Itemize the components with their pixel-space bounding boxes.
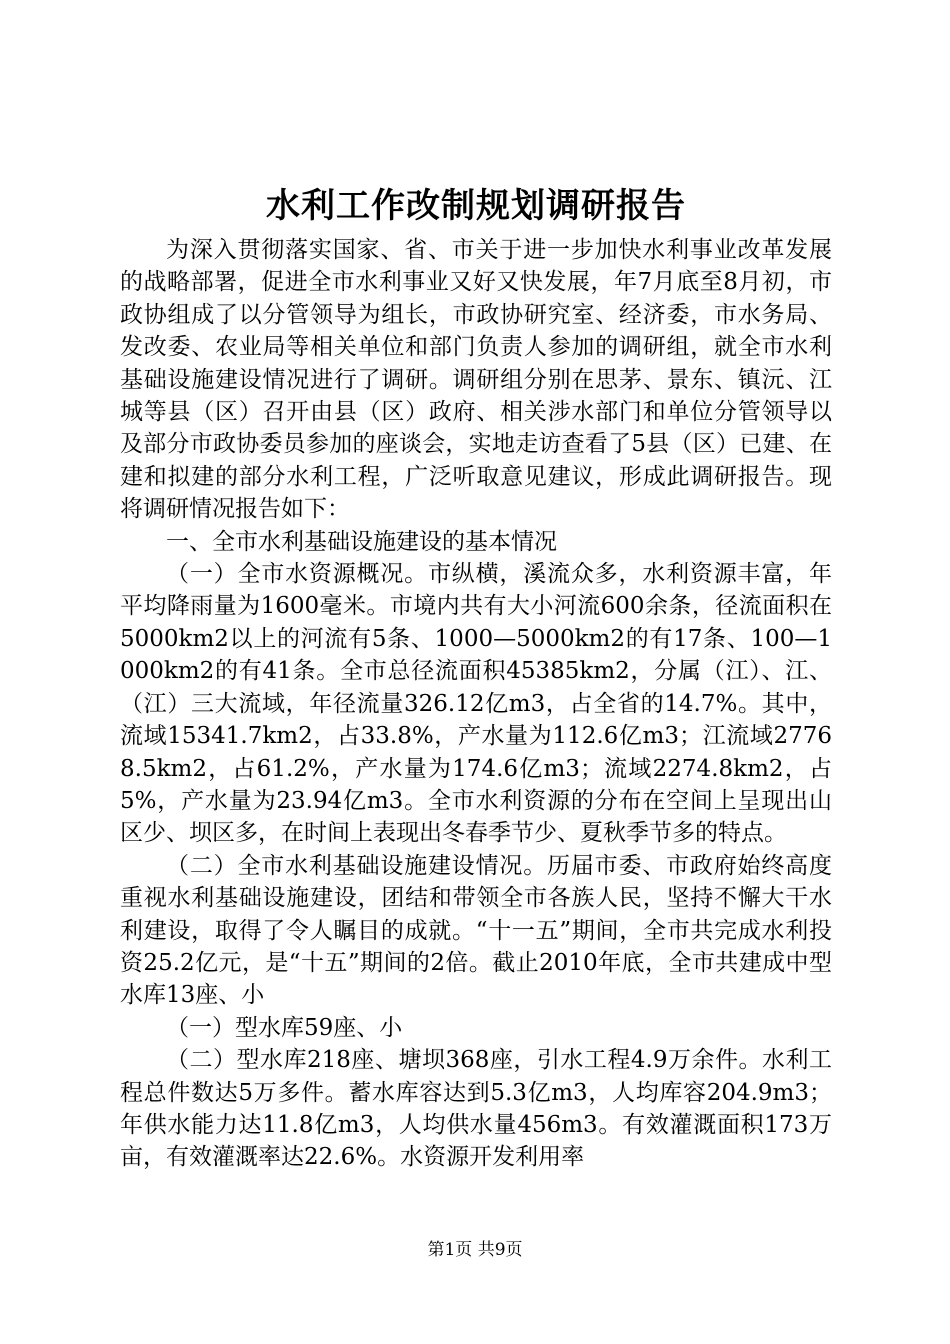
reservoir-line: （一）型水库59座、小 [166,1014,403,1041]
document-title: 水利工作改制规划调研报告 [266,186,686,226]
section-heading: 一、全市水利基础设施建设的基本情况 [166,528,557,555]
document-page [120,180,832,1174]
water-resources-paragraph: （一）全市水资源概况。市纵横，溪流众多，水利资源丰富，年平均降雨量为1600毫米。市境内共有大小河流600余条，径流面积在5000km2以上的河流有5条、1000—5000km2的有17条、100—1000km2的有41条。全市总径流面积45385km2，分属（江）、江、（江）三大流域，年径流量326.12亿m3，占全省的14.7%。其中，流域15341.7km2，占33.8%，产水量为112.6亿m3；江流域27768.5km2，占61.2%，产水量为174.6亿m3；流域2274.8km2，占5%，产水量为23.94亿m3。全市水利资源的分布在空间上呈现出山区少、坝区多，在时间上表现出冬春季节少、夏秋季节多的特点。 [120,561,832,847]
intro-paragraph: 为深入贯彻落实国家、省、市关于进一步加快水利事业改革发展的战略部署，促进全市水利事业又好又快发展，年7月底至8月初，市政协组成了以分管领导为组长，市政协研究室、经济委，市水务局、发改委、农业局等相关单位和部门负责人参加的调研组，就全市水利基础设施建设情况进行了调研。调研组分别在思茅、景东、镇沅、江城等县（区）召开由县（区）政府、相关涉水部门和单位分管领导以及部分市政协委员参加的座谈会，实地走访查看了5县（区）已建、在建和拟建的部分水利工程，广泛听取意见建议，形成此调研报告。现将调研情况报告如下： [120,237,832,523]
reservoir-paragraph: （二）型水库218座、塘坝368座，引水工程4.9万余件。水利工程总件数达5万多件。蓄水库容达到5.3亿m3，人均库容204.9m3；年供水能力达11.8亿m3，人均供水量456m3。有效灌溉面积173万亩，有效灌溉率达22.6%。水资源开发利用率 [120,1047,832,1171]
infrastructure-paragraph: （二）全市水利基础设施建设情况。历届市委、市政府始终高度重视水利基础设施建设，团结和带领全市各族人民，坚持不懈大干水利建设，取得了令人瞩目的成就。“十一五”期间，全市共完成水利投资25.2亿元，是“十五”期间的2倍。截止2010年底，全市共建成中型水库13座、小 [120,852,832,1009]
page-footer: 第1页 共9页 [427,1240,523,1260]
